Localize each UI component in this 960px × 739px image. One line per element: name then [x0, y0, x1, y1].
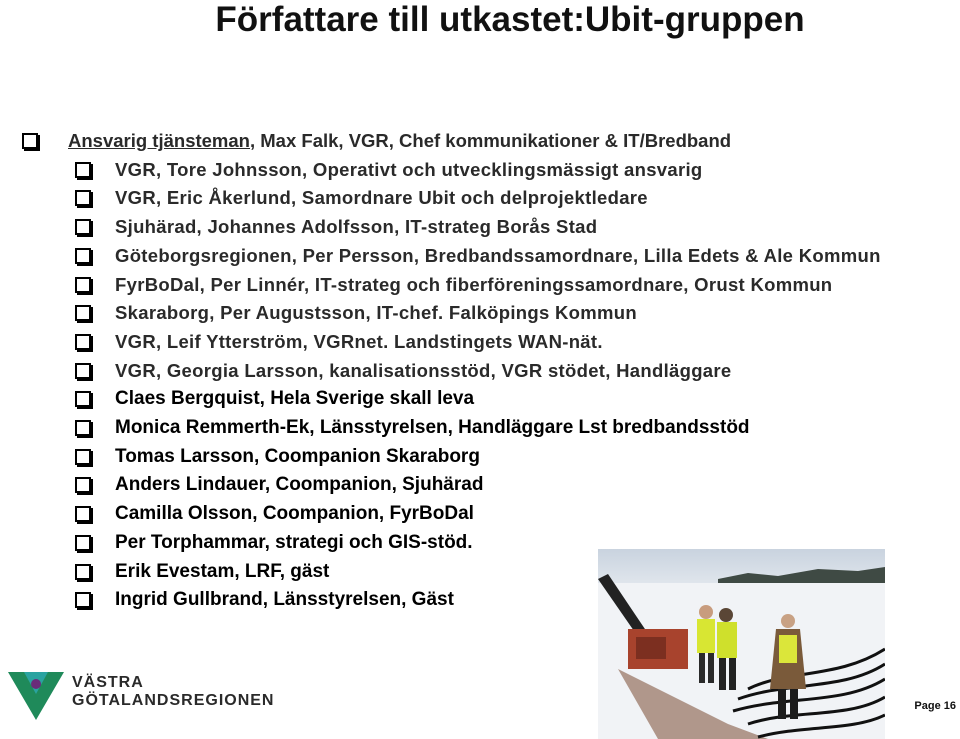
checkbox-bullet-icon — [75, 219, 91, 235]
checkbox-bullet-icon — [75, 506, 91, 522]
checkbox-bullet-icon — [75, 190, 91, 206]
checkbox-bullet-icon — [75, 477, 91, 493]
lead-rest: Max Falk, VGR, Chef kommunikationer & IT/Bredband — [255, 130, 732, 151]
page-number: Page 16 — [914, 700, 956, 712]
logo-line-1: VÄSTRA — [72, 674, 144, 691]
checkbox-bullet-icon — [75, 535, 91, 551]
page-title: Författare till utkastet:Ubit-gruppen — [215, 0, 805, 39]
photo-illustration — [598, 549, 885, 739]
checkbox-bullet-icon — [75, 391, 91, 407]
checkbox-bullet-icon — [22, 133, 38, 149]
snow-field-cable-workers-photo — [598, 549, 885, 739]
checkbox-bullet-icon — [75, 363, 91, 379]
checkbox-bullet-icon — [75, 248, 91, 264]
region-logo-icon — [6, 664, 66, 724]
checkbox-bullet-icon — [75, 449, 91, 465]
checkbox-bullet-icon — [75, 162, 91, 178]
checkbox-bullet-icon — [75, 420, 91, 436]
vastra-gotalandsregionen-logo — [6, 664, 276, 724]
checkbox-bullet-icon — [75, 592, 91, 608]
checkbox-bullet-icon — [75, 305, 91, 321]
checkbox-bullet-icon — [75, 277, 91, 293]
checkbox-bullet-icon — [75, 564, 91, 580]
logo-line-2: GÖTALANDSREGIONEN — [72, 692, 275, 709]
lead-underlined: Ansvarig tjänsteman, — [68, 130, 256, 151]
checkbox-bullet-icon — [75, 334, 91, 350]
